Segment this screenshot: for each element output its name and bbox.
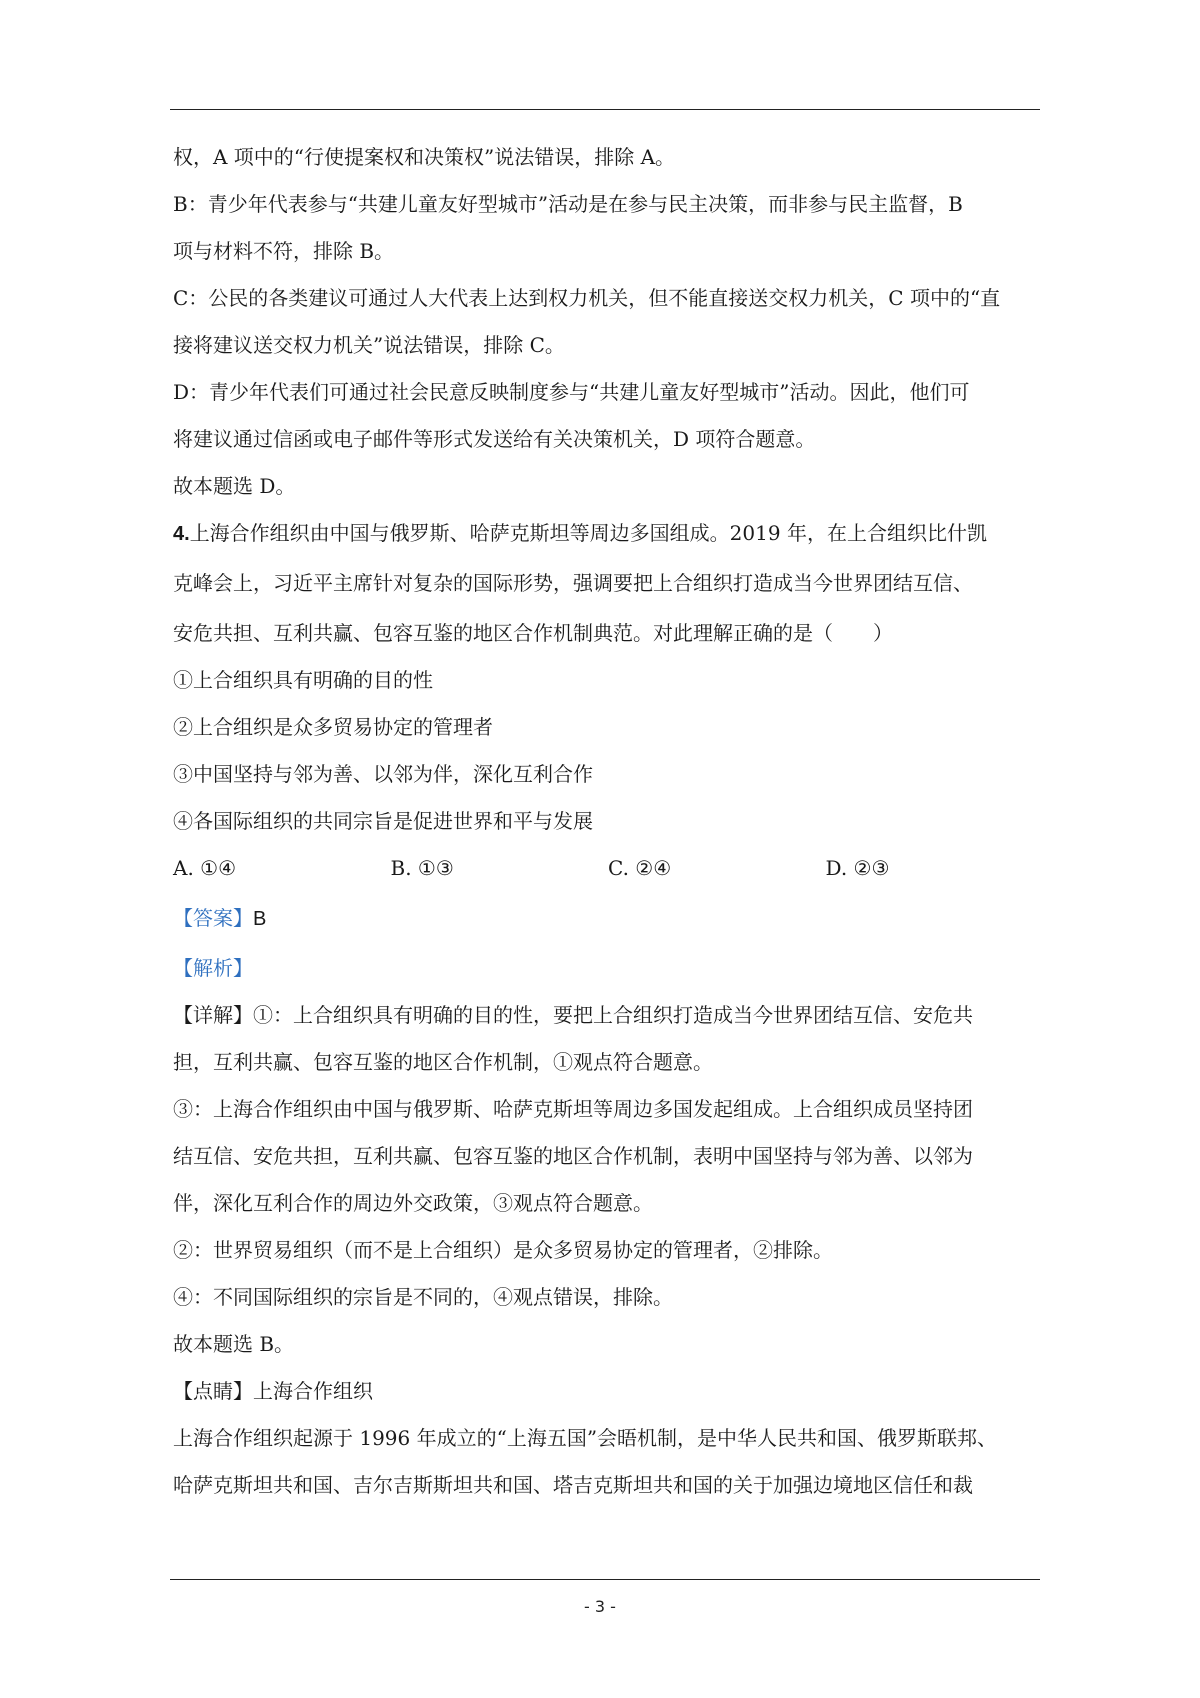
- prev-line: 权，A 项中的“行使提案权和决策权”说法错误，排除 A。: [173, 145, 676, 169]
- detail-line: 结互信、安危共担，互利共赢、包容互鉴的地区合作机制，表明中国坚持与邻为善、以邻为: [173, 1144, 973, 1168]
- answer-value: B: [253, 908, 267, 930]
- question-number: 4.: [173, 523, 190, 545]
- question-stem-line: 安危共担、互利共赢、包容互鉴的地区合作机制典范。对此理解正确的是（ ）: [173, 621, 893, 645]
- prev-line: D：青少年代表们可通过社会民意反映制度参与“共建儿童友好型城市”活动。因此，他们可: [173, 380, 970, 404]
- option-c: C. ②④: [608, 856, 672, 880]
- statement-2: ②上合组织是众多贸易协定的管理者: [173, 715, 493, 739]
- detail-text: ①：上合组织具有明确的目的性，要把上合组织打造成当今世界团结互信、安危共: [253, 1003, 973, 1027]
- answer-line: [173, 903, 1043, 933]
- page-content: [173, 142, 1043, 1500]
- point-line: 哈萨克斯坦共和国、吉尔吉斯斯坦共和国、塔吉克斯坦共和国的关于加强边境地区信任和裁: [173, 1473, 973, 1497]
- footer-rule: [170, 1579, 1040, 1580]
- prev-line: B：青少年代表参与“共建儿童友好型城市”活动是在参与民主决策，而非参与民主监督，B: [173, 192, 963, 216]
- prev-line: C：公民的各类建议可通过人大代表上达到权力机关，但不能直接送交权力机关，C 项中的“直: [173, 286, 1001, 310]
- option-a: A. ①④: [173, 856, 237, 880]
- detail-line: 担，互利共赢、包容互鉴的地区合作机制，①观点符合题意。: [173, 1050, 713, 1074]
- detail-line: ②：世界贸易组织（而不是上合组织）是众多贸易协定的管理者，②排除。: [173, 1238, 833, 1262]
- detail-line: ③：上海合作组织由中国与俄罗斯、哈萨克斯坦等周边多国发起组成。上合组织成员坚持团: [173, 1097, 973, 1121]
- option-b: B. ①③: [390, 856, 454, 880]
- prev-line: 故本题选 D。: [173, 474, 296, 498]
- analysis-line: [173, 953, 1043, 983]
- detail-line: 故本题选 B。: [173, 1332, 295, 1356]
- detail-tag: 【详解】: [173, 1003, 253, 1027]
- point-tag: 【点睛】: [173, 1379, 253, 1403]
- header-rule: [170, 109, 1040, 110]
- page-number: - 3 -: [584, 1597, 616, 1616]
- prev-line: 将建议通过信函或电子邮件等形式发送给有关决策机关，D 项符合题意。: [173, 427, 816, 451]
- prev-line: 接将建议送交权力机关”说法错误，排除 C。: [173, 333, 565, 357]
- question-stem-line: 克峰会上，习近平主席针对复杂的国际形势，强调要把上合组织打造成当今世界团结互信、: [173, 571, 973, 595]
- statement-3: ③中国坚持与邻为善、以邻为伴，深化互利合作: [173, 762, 593, 786]
- option-d: D. ②③: [825, 856, 890, 880]
- question-stem-text: 上海合作组织由中国与俄罗斯、哈萨克斯坦等周边多国组成。2019 年，在上合组织比什凯: [189, 521, 987, 545]
- detail-line: 伴，深化互利合作的周边外交政策，③观点符合题意。: [173, 1191, 653, 1215]
- point-title: 上海合作组织: [253, 1379, 373, 1403]
- question-stem: [173, 518, 1043, 548]
- answer-options: [173, 853, 1043, 883]
- statement-4: ④各国际组织的共同宗旨是促进世界和平与发展: [173, 809, 593, 833]
- point-heading: [173, 1376, 1043, 1406]
- answer-tag: 【答案】: [173, 906, 253, 930]
- prev-line: 项与材料不符，排除 B。: [173, 239, 395, 263]
- statement-1: ①上合组织具有明确的目的性: [173, 668, 433, 692]
- analysis-tag: 【解析】: [173, 956, 253, 980]
- point-line: 上海合作组织起源于 1996 年成立的“上海五国”会晤机制，是中华人民共和国、俄罗斯联邦、: [173, 1426, 998, 1450]
- detail-line: ④：不同国际组织的宗旨是不同的，④观点错误，排除。: [173, 1285, 673, 1309]
- detail-line: [173, 1000, 1043, 1030]
